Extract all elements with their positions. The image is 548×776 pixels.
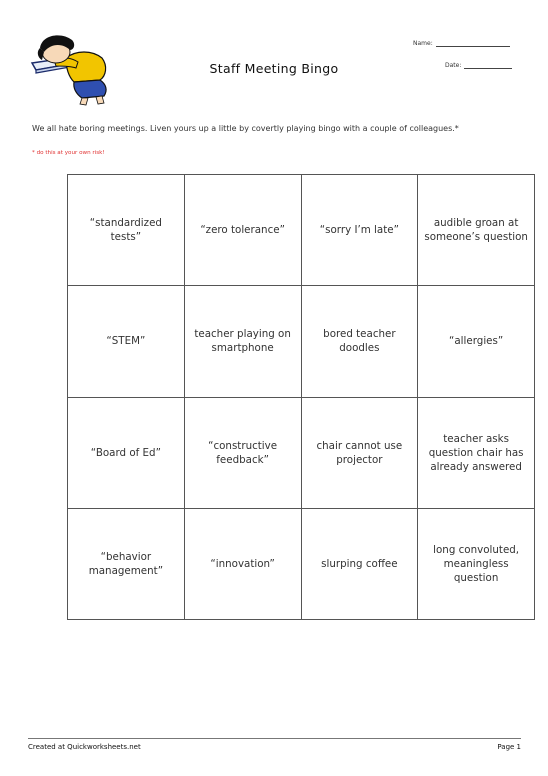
date-label: Date: <box>445 62 462 69</box>
date-line <box>464 62 512 69</box>
date-field[interactable] <box>445 62 512 69</box>
bingo-card <box>67 174 535 620</box>
name-label: Name: <box>413 40 433 47</box>
page-footer <box>28 738 521 751</box>
bingo-cell: “behavior management” <box>68 508 185 619</box>
page-number: Page 1 <box>497 743 521 751</box>
bingo-cell: “allergies” <box>418 286 535 397</box>
intro-text: We all hate boring meetings. Liven yours up a little by covertly playing bingo with a couple of colleagues.* <box>32 124 459 133</box>
name-field[interactable] <box>413 40 510 47</box>
bingo-cell: “zero tolerance” <box>184 175 301 286</box>
bingo-cell: “innovation” <box>184 508 301 619</box>
bingo-row <box>68 286 535 397</box>
footer-credit: Created at Quickworksheets.net <box>28 743 141 751</box>
risk-note: * do this at your own risk! <box>32 150 105 156</box>
bingo-row <box>68 397 535 508</box>
bingo-cell: “sorry I’m late” <box>301 175 418 286</box>
bingo-cell: chair cannot use projector <box>301 397 418 508</box>
bingo-cell: bored teacher doodles <box>301 286 418 397</box>
bingo-cell: slurping coffee <box>301 508 418 619</box>
bingo-row <box>68 175 535 286</box>
bingo-cell: “Board of Ed” <box>68 397 185 508</box>
bingo-cell: teacher playing on smartphone <box>184 286 301 397</box>
name-line <box>436 40 510 47</box>
bingo-cell: “STEM” <box>68 286 185 397</box>
bingo-row <box>68 508 535 619</box>
bingo-cell: “standardized tests” <box>68 175 185 286</box>
bingo-cell: audible groan at someone’s question <box>418 175 535 286</box>
bingo-cell: long convoluted, meaningless question <box>418 508 535 619</box>
page-title: Staff Meeting Bingo <box>209 61 339 76</box>
bingo-cell: “constructive feedback” <box>184 397 301 508</box>
bingo-cell: teacher asks question chair has already answered <box>418 397 535 508</box>
